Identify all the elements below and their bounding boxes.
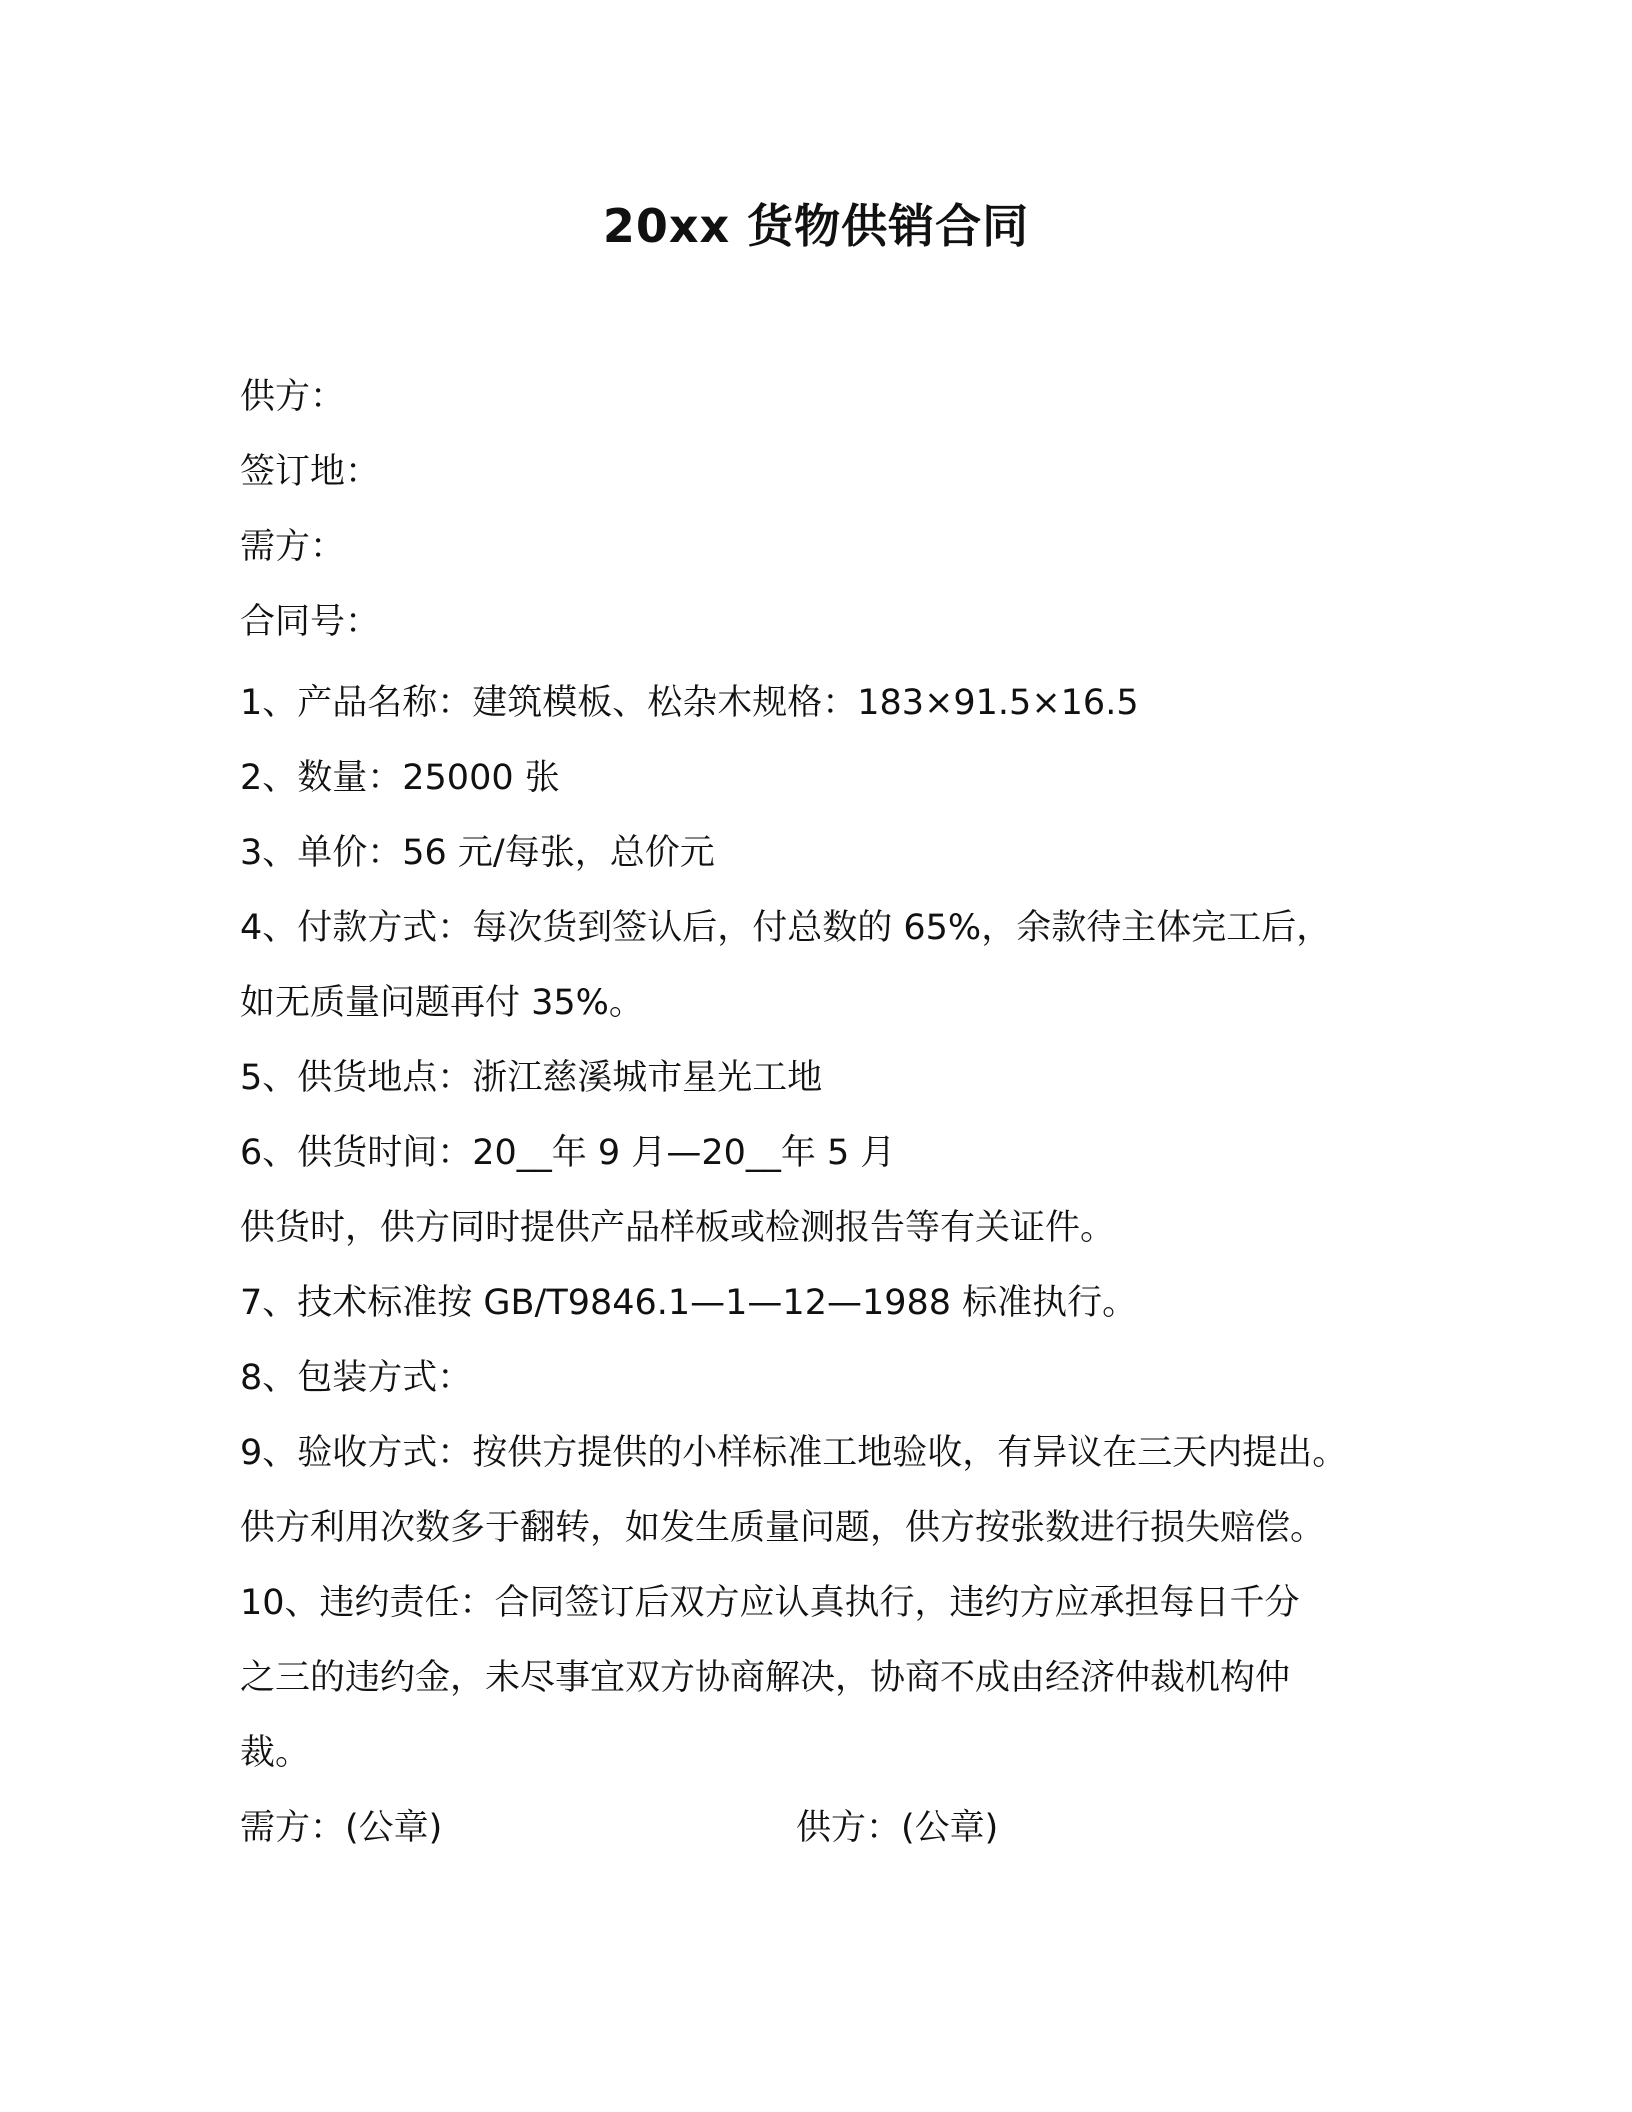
supplier-seal: 供方：(公章) <box>796 1808 999 1848</box>
field-supplier: 供方： <box>240 377 346 417</box>
clause-liability-continued: 之三的违约金，未尽事宜双方协商解决，协商不成由经济仲裁机构仲 <box>240 1658 1291 1698</box>
document-body <box>240 360 1420 1866</box>
clause-packaging: 8、包装方式： <box>240 1358 473 1398</box>
clause-technical-standard: 7、技术标准按 GB/T9846.1—1—12—1988 标准执行。 <box>240 1283 1138 1323</box>
document-title: 20xx 货物供销合同 <box>602 199 1030 253</box>
clause-unit-price: 3、单价：56 元/每张，总价元 <box>240 833 715 873</box>
clause-liability-end: 裁。 <box>240 1733 311 1773</box>
clause-delivery-place: 5、供货地点：浙江慈溪城市星光工地 <box>240 1058 823 1098</box>
signature-row <box>240 1791 1420 1866</box>
clause-payment-continued: 如无质量问题再付 35%。 <box>240 983 644 1023</box>
field-buyer: 需方： <box>240 527 346 567</box>
buyer-seal: 需方：(公章) <box>240 1808 443 1848</box>
clause-quantity: 2、数量：25000 张 <box>240 758 560 798</box>
clause-acceptance: 9、验收方式：按供方提供的小样标准工地验收，有异议在三天内提出。 <box>240 1433 1348 1473</box>
clause-product-name: 1、产品名称：建筑模板、松杂木规格：183×91.5×16.5 <box>240 683 1139 723</box>
field-contract-number: 合同号： <box>240 602 381 642</box>
clause-payment: 4、付款方式：每次货到签认后，付总数的 65%，余款待主体完工后， <box>240 908 1332 948</box>
clause-acceptance-continued: 供方利用次数多于翻转，如发生质量问题，供方按张数进行损失赔偿。 <box>240 1508 1326 1548</box>
clause-delivery-time: 6、供货时间：20__年 9 月—20__年 5 月 <box>240 1133 896 1173</box>
clause-delivery-note: 供货时，供方同时提供产品样板或检测报告等有关证件。 <box>240 1208 1116 1248</box>
field-signing-place: 签订地： <box>240 452 381 492</box>
clause-liability: 10、违约责任：合同签订后双方应认真执行，违约方应承担每日千分 <box>240 1583 1300 1623</box>
